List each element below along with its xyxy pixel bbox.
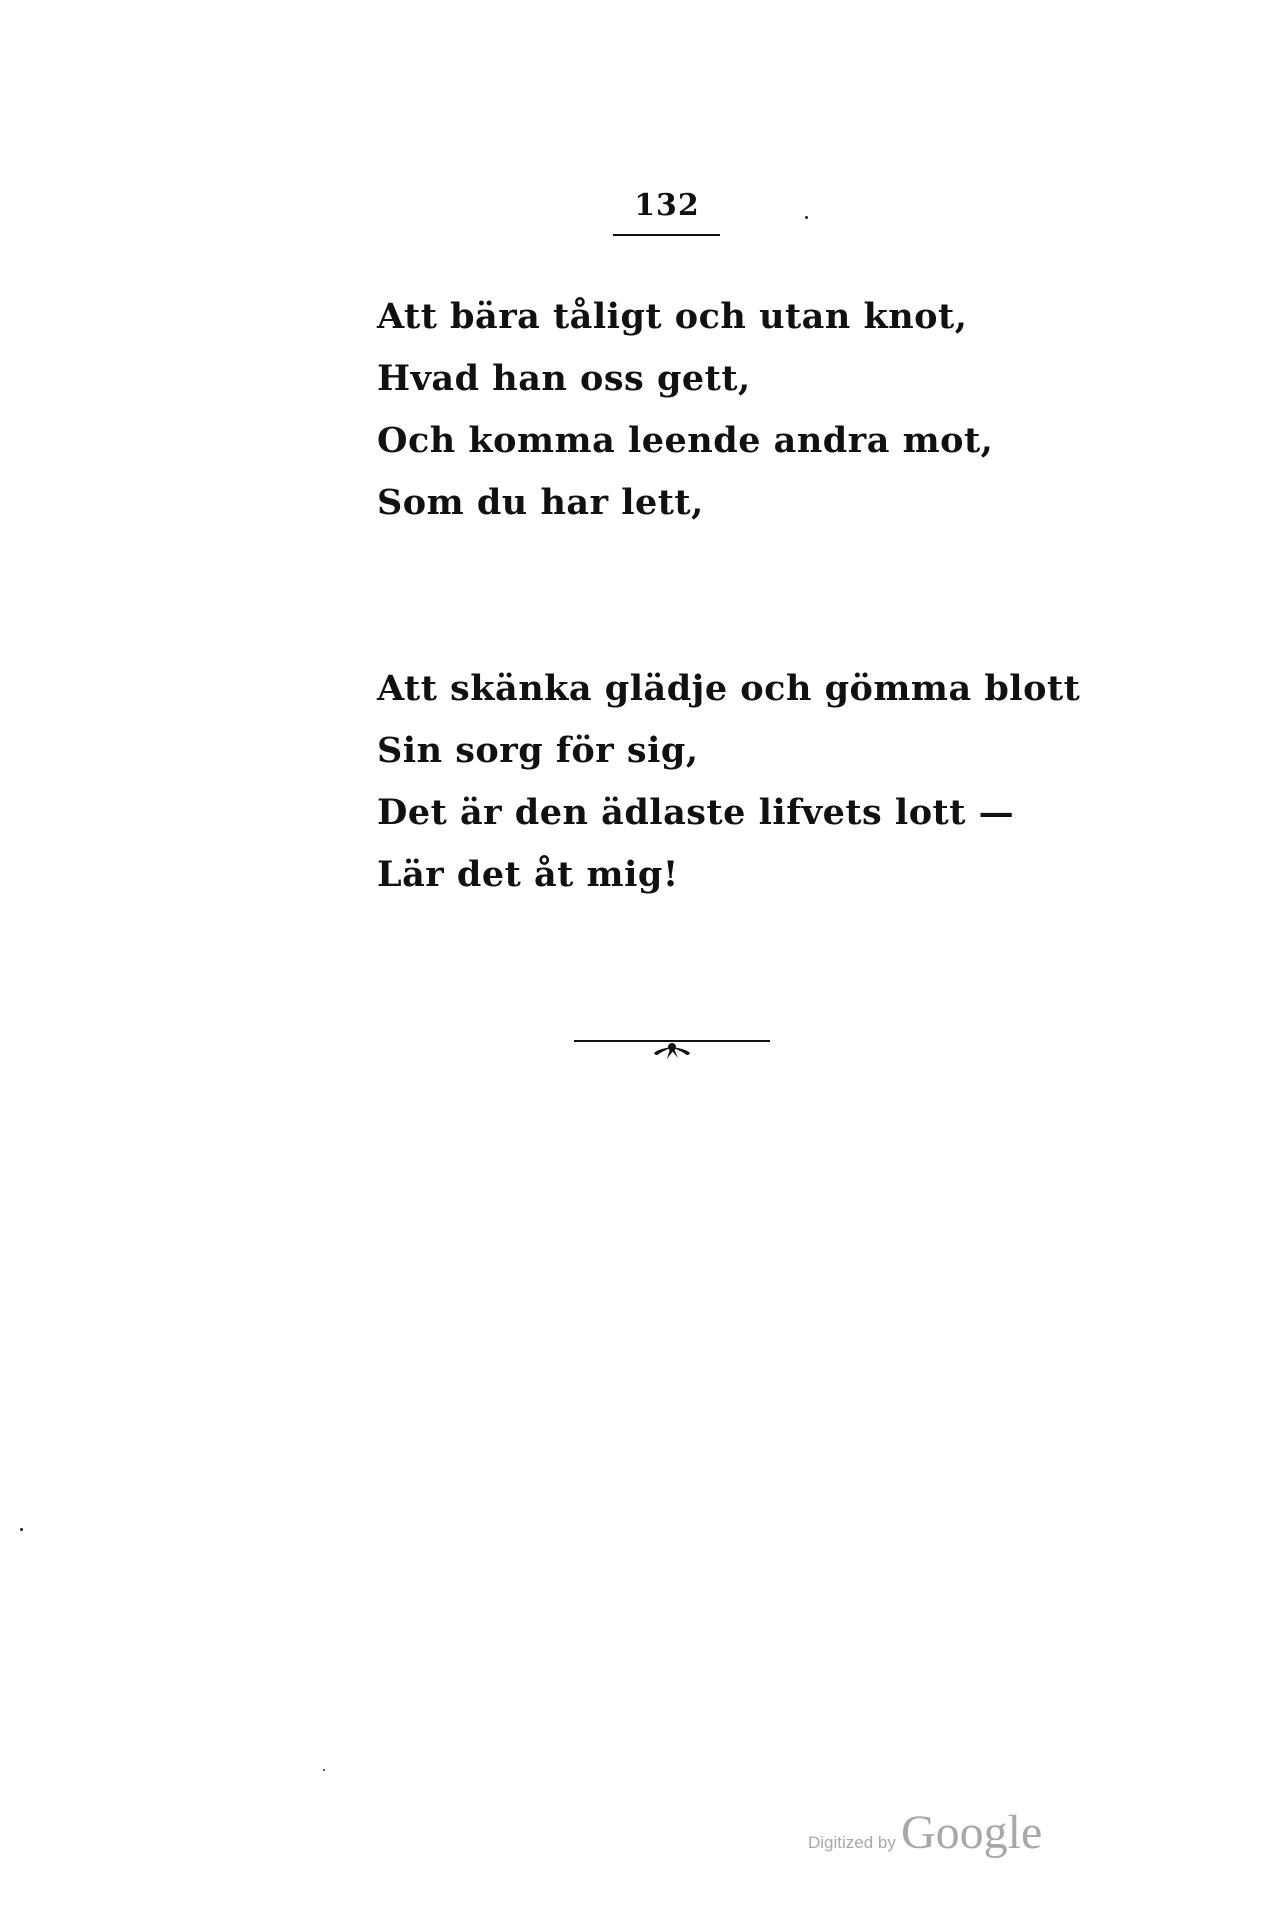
header-rule xyxy=(613,234,720,236)
poem-line: Sin sorg för sig, xyxy=(377,730,699,771)
fleuron-ornament-icon xyxy=(572,1025,772,1065)
poem-line: Och komma leende andra mot, xyxy=(377,420,994,461)
watermark-prefix: Digitized by xyxy=(808,1833,896,1852)
scan-speck xyxy=(323,1769,325,1771)
scan-speck xyxy=(805,216,808,219)
page-number: 132 xyxy=(634,188,700,223)
poem-stanza xyxy=(377,286,1157,534)
scan-speck xyxy=(20,1528,23,1531)
poem-line: Det är den ädlaste lifvets lott — xyxy=(377,792,1015,833)
digitized-by-google-watermark xyxy=(808,1805,1078,1865)
poem-line: Som du har lett, xyxy=(377,482,704,523)
poem-line: Att bära tåligt och utan knot, xyxy=(377,296,968,337)
poem-line: Hvad han oss gett, xyxy=(377,358,751,399)
google-wordmark: Google xyxy=(900,1806,1043,1859)
poem-line: Lär det åt mig! xyxy=(377,854,679,895)
poem-line: Att skänka glädje och gömma blott xyxy=(377,668,1081,709)
poem-stanza xyxy=(377,658,1157,906)
